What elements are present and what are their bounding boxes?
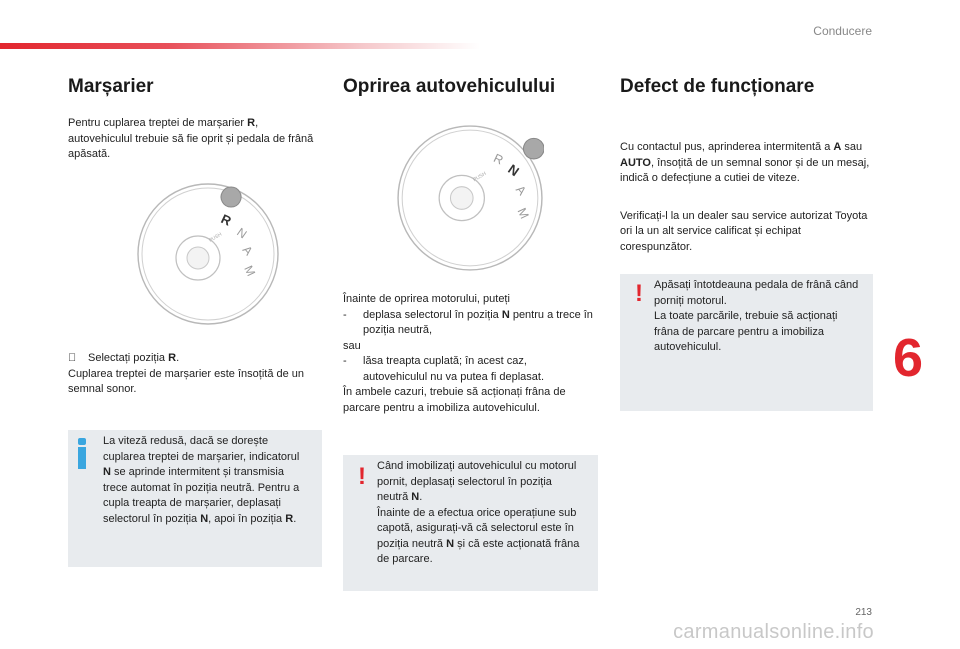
stopping-intro: Înainte de oprirea motorului, puteți bbox=[343, 293, 510, 305]
dial-label-r: R bbox=[491, 151, 506, 168]
stopping-or: sau bbox=[343, 339, 361, 352]
reverse-step-instruction: Selectați poziția R. bbox=[88, 352, 180, 364]
info-note-reverse bbox=[68, 430, 322, 567]
gear-dial-r-illustration bbox=[136, 182, 280, 326]
info-note-text: La viteză redusă, dacă se dorește cuplarea treptei de marșarier, indicatorul N se aprinde intermitent și transmisia trece automat în poziția neutră. Pentru a cupla treapta de marșarier, deplasați selectorul în poziția N, apoi în poziția R. bbox=[103, 435, 300, 525]
info-icon bbox=[78, 438, 88, 469]
warning-note-malfunction bbox=[620, 274, 873, 411]
malfunction-p1: Cu contactul pus, aprinderea intermitentă a A sau AUTO, însoțită de un semnal sonor și de un mesaj, indică o defecțiune a cutiei de viteze. bbox=[620, 141, 870, 184]
dial-label-m: M bbox=[514, 205, 532, 221]
heading-stopping: Oprirea autovehiculului bbox=[343, 76, 556, 97]
reverse-step bbox=[68, 351, 320, 398]
heading-malfunction: Defect de funcționare bbox=[620, 76, 815, 97]
section-title: Conducere bbox=[813, 24, 872, 38]
warning-note-text: Când imobilizați autovehiculul cu motorul pornit, deplasați selectorul în poziția neutră N. Înainte de a efectua orice operațiune sub capotă, asigurați-vă că selectorul este în poziția neutră N și că este acționată frâna de parcare. bbox=[377, 460, 580, 565]
warning-note-text: Apăsați întotdeauna pedala de frână când porniți motorul. La toate parcările, trebuie să acționați frâna de parcare pentru a imobiliza autovehiculul. bbox=[654, 279, 859, 353]
column-reverse bbox=[68, 76, 320, 163]
stopping-option-2: - lăsa treapta cuplată; în acest caz, autovehiculul nu va putea fi deplasat. bbox=[343, 355, 545, 383]
dial-label-m: M bbox=[241, 263, 259, 279]
page-number: 213 bbox=[855, 607, 872, 618]
heading-reverse: Marșarier bbox=[68, 76, 154, 97]
dial-push-label: PUSH bbox=[472, 170, 488, 184]
header-color-bar bbox=[0, 43, 480, 49]
dial-label-r: R bbox=[218, 211, 234, 229]
column-malfunction bbox=[620, 76, 872, 255]
column-stopping bbox=[343, 76, 595, 98]
dial-label-a: A bbox=[512, 182, 529, 199]
gear-dial-n-illustration bbox=[396, 124, 544, 272]
malfunction-p2: Verificați-l la un dealer sau service autorizat Toyota ori la un alt service calificat și echipat corespunzător. bbox=[620, 209, 868, 253]
watermark: carmanualsonline.info bbox=[673, 621, 874, 643]
stopping-option-1: - deplasa selectorul în poziția N pentru a trece în poziția neutră, bbox=[343, 308, 593, 336]
reverse-step-note: Cuplarea treptei de marșarier este însoțită de un semnal sonor. bbox=[68, 367, 305, 395]
reverse-intro: Pentru cuplarea treptei de marșarier R, autovehiculul trebuie să fie oprit și pedala de frână apăsată. bbox=[68, 117, 314, 160]
stopping-outro: În ambele cazuri, trebuie să acționați frâna de parcare pentru a imobiliza autovehiculul. bbox=[343, 386, 566, 414]
dial-label-n: N bbox=[234, 224, 250, 242]
warning-note-stopping bbox=[343, 455, 598, 591]
chapter-number: 6 bbox=[893, 328, 924, 388]
stopping-body bbox=[343, 292, 593, 416]
warning-icon: ! bbox=[635, 280, 643, 307]
dial-label-a: A bbox=[239, 242, 256, 259]
dial-push-label: PUSH bbox=[208, 231, 224, 244]
dial-label-n: N bbox=[505, 161, 522, 180]
warning-icon: ! bbox=[358, 463, 366, 490]
